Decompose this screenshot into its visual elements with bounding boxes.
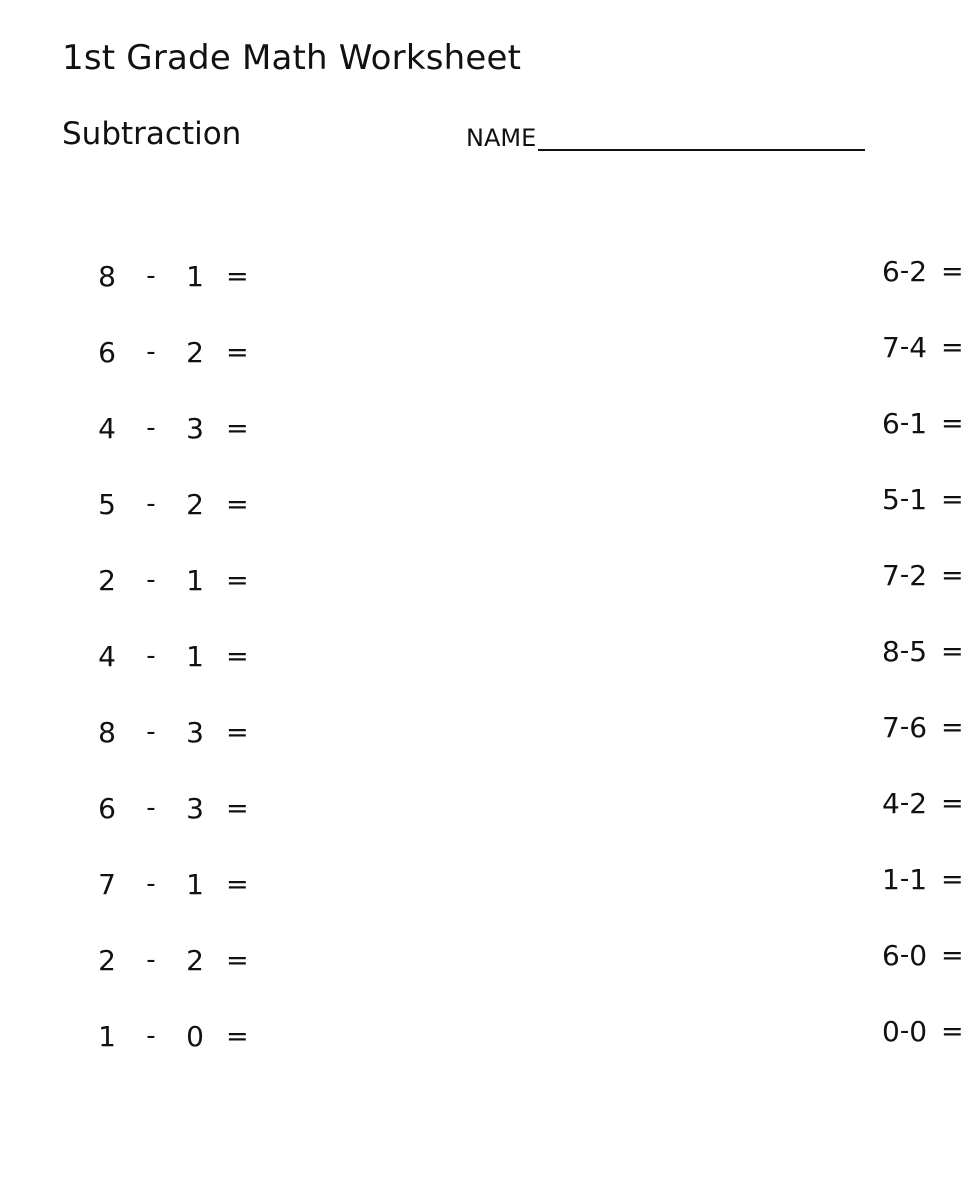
- subtrahend: 2: [909, 786, 928, 820]
- equals-sign: =: [226, 716, 249, 748]
- subtrahend: 5: [909, 634, 928, 668]
- equals-sign: =: [226, 792, 249, 824]
- minuend: 7: [882, 710, 900, 744]
- problem-row: [90, 238, 440, 314]
- problem-row: [882, 537, 964, 613]
- minuend: 6: [882, 938, 900, 972]
- equals-sign: =: [226, 260, 249, 292]
- minuend: 6: [98, 791, 116, 825]
- subtrahend: 2: [909, 558, 928, 592]
- problem-row: [882, 841, 964, 917]
- subtrahend: 3: [186, 411, 204, 445]
- operator: -: [899, 636, 910, 666]
- subtrahend: 2: [909, 254, 928, 288]
- subtrahend: 1: [909, 482, 928, 516]
- operator: -: [899, 940, 910, 970]
- equals-sign: =: [941, 331, 964, 363]
- operator: -: [899, 560, 910, 590]
- problem-row: [882, 385, 964, 461]
- equals-sign: =: [941, 1015, 964, 1047]
- problem-row: [882, 765, 964, 841]
- operator: -: [146, 1021, 156, 1051]
- problem-row: [90, 390, 440, 466]
- operator: -: [899, 484, 910, 514]
- equals-sign: =: [226, 336, 249, 368]
- operator: -: [146, 565, 156, 595]
- equals-sign: =: [941, 559, 964, 591]
- minuend: 2: [98, 943, 116, 977]
- subtrahend: 0: [909, 1014, 928, 1048]
- minuend: 7: [882, 330, 900, 364]
- minuend: 7: [882, 558, 900, 592]
- problem-row: [90, 846, 440, 922]
- operator: -: [146, 261, 156, 291]
- subtrahend: 1: [909, 406, 928, 440]
- minuend: 5: [882, 482, 900, 516]
- equals-sign: =: [941, 255, 964, 287]
- right-column: [440, 233, 964, 1074]
- subtrahend: 0: [909, 938, 928, 972]
- minuend: 2: [98, 563, 116, 597]
- problem-row: [882, 917, 964, 993]
- problem-row: [90, 542, 440, 618]
- subtrahend: 1: [909, 862, 928, 896]
- minuend: 6: [882, 406, 900, 440]
- equals-sign: =: [941, 711, 964, 743]
- subtrahend: 2: [186, 335, 204, 369]
- page-title: 1st Grade Math Worksheet: [62, 38, 522, 78]
- problem-row: [882, 993, 964, 1069]
- subtrahend: 2: [186, 487, 204, 521]
- problem-row: [882, 309, 964, 385]
- equals-sign: =: [941, 939, 964, 971]
- equals-sign: =: [941, 483, 964, 515]
- problem-row: [90, 998, 440, 1074]
- problem-row: [90, 314, 440, 390]
- minuend: 8: [98, 259, 116, 293]
- name-label: NAME: [466, 124, 537, 152]
- operator: -: [146, 641, 156, 671]
- minuend: 0: [882, 1014, 900, 1048]
- operator: -: [146, 413, 156, 443]
- problem-row: [90, 618, 440, 694]
- operator: -: [146, 717, 156, 747]
- problem-row: [882, 461, 964, 537]
- operator: -: [146, 793, 156, 823]
- operator: -: [899, 864, 910, 894]
- equals-sign: =: [226, 640, 249, 672]
- operator: -: [899, 408, 910, 438]
- minuend: 6: [882, 254, 900, 288]
- operator: -: [146, 945, 156, 975]
- equals-sign: =: [941, 407, 964, 439]
- operator: -: [899, 1016, 910, 1046]
- subtrahend: 1: [186, 639, 204, 673]
- problem-row: [882, 689, 964, 765]
- equals-sign: =: [941, 635, 964, 667]
- worksheet-topic: Subtraction: [62, 116, 242, 152]
- minuend: 1: [98, 1019, 116, 1053]
- equals-sign: =: [941, 787, 964, 819]
- problem-row: [90, 922, 440, 998]
- subtrahend: 1: [186, 563, 204, 597]
- operator: -: [899, 256, 910, 286]
- minuend: 7: [98, 867, 116, 901]
- left-column: [0, 238, 440, 1074]
- operator: -: [146, 489, 156, 519]
- subtrahend: 4: [909, 330, 928, 364]
- minuend: 4: [882, 786, 900, 820]
- equals-sign: =: [226, 944, 249, 976]
- subtrahend: 3: [186, 715, 204, 749]
- problem-row: [90, 694, 440, 770]
- operator: -: [146, 869, 156, 899]
- minuend: 5: [98, 487, 116, 521]
- problem-columns: [0, 238, 964, 1074]
- name-input-line[interactable]: [538, 149, 865, 151]
- minuend: 8: [98, 715, 116, 749]
- problem-row: [882, 613, 964, 689]
- name-field-block: [466, 126, 865, 152]
- minuend: 6: [98, 335, 116, 369]
- subtrahend: 3: [186, 791, 204, 825]
- equals-sign: =: [226, 412, 249, 444]
- operator: -: [899, 712, 910, 742]
- equals-sign: =: [941, 863, 964, 895]
- equals-sign: =: [226, 488, 249, 520]
- subtrahend: 0: [186, 1019, 204, 1053]
- equals-sign: =: [226, 1020, 249, 1052]
- subtrahend: 2: [186, 943, 204, 977]
- minuend: 1: [882, 862, 900, 896]
- problem-row: [90, 770, 440, 846]
- operator: -: [146, 337, 156, 367]
- subtrahend: 6: [909, 710, 928, 744]
- minuend: 8: [882, 634, 900, 668]
- equals-sign: =: [226, 868, 249, 900]
- operator: -: [899, 788, 910, 818]
- problem-row: [90, 466, 440, 542]
- operator: -: [899, 332, 910, 362]
- subtrahend: 1: [186, 259, 204, 293]
- problem-row: [882, 233, 964, 309]
- subtrahend: 1: [186, 867, 204, 901]
- minuend: 4: [98, 639, 116, 673]
- minuend: 4: [98, 411, 116, 445]
- equals-sign: =: [226, 564, 249, 596]
